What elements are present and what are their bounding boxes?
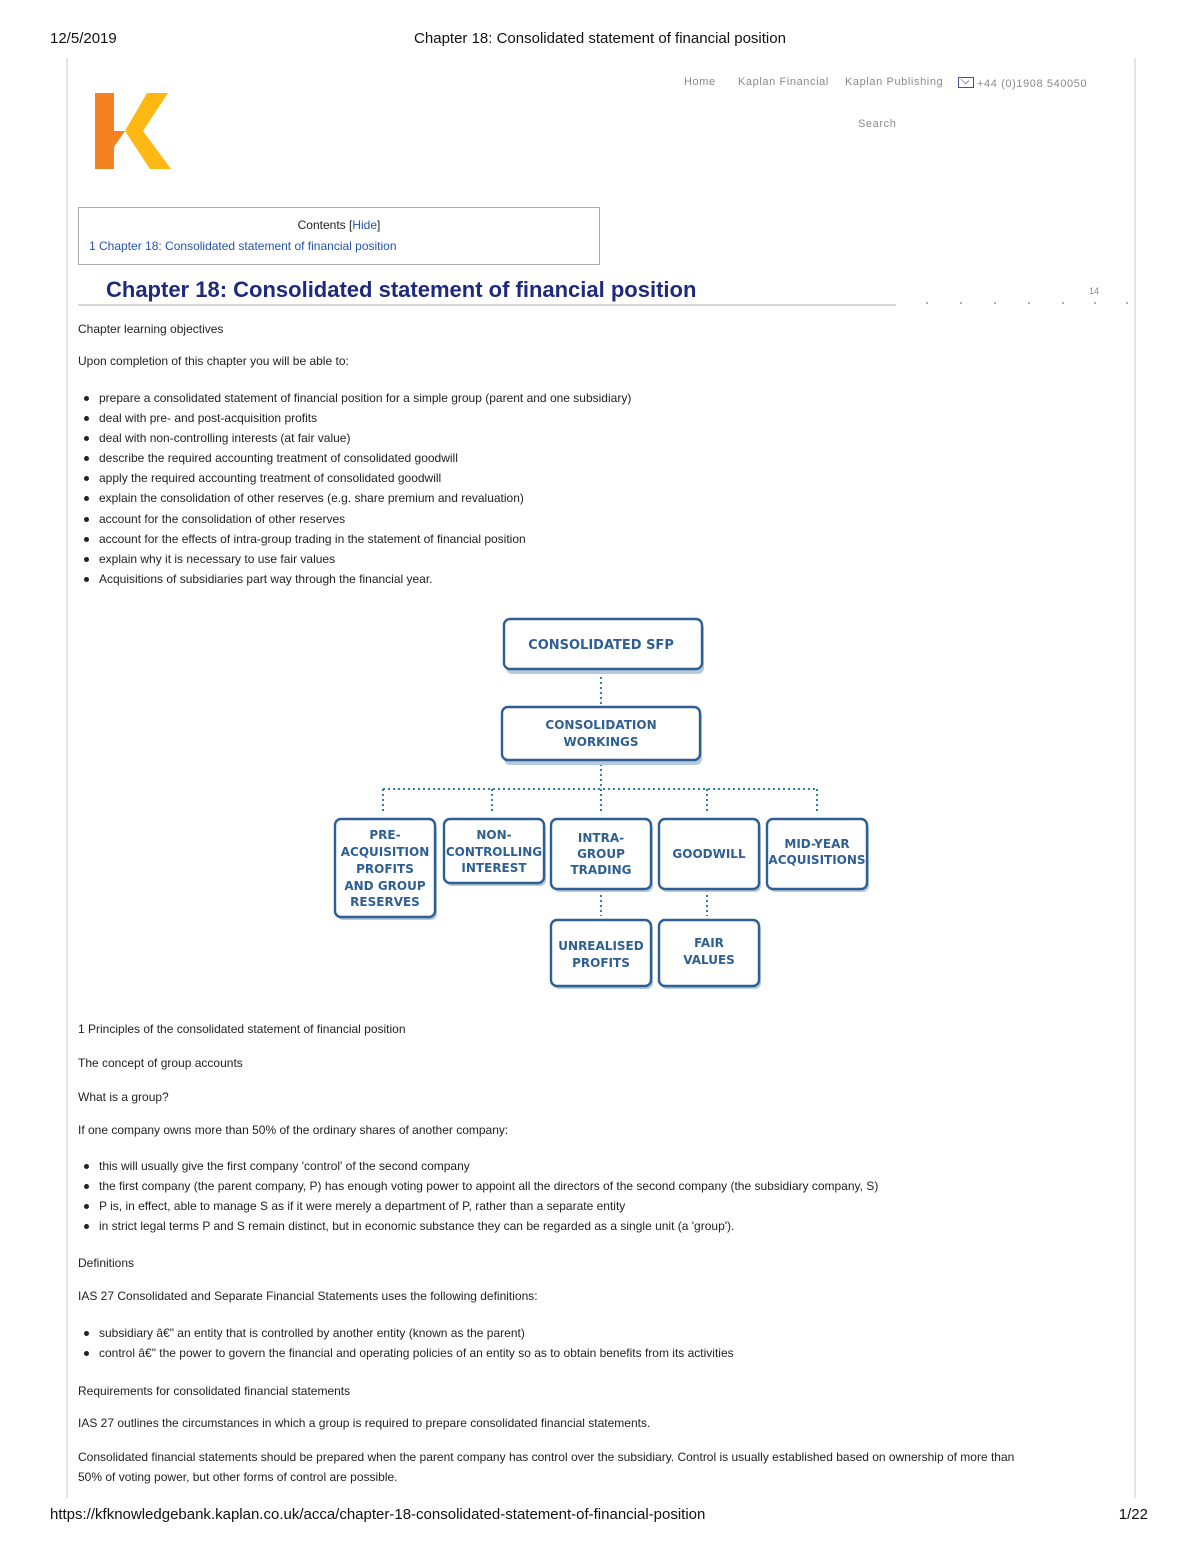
list-item: Acquisitions of subsidiaries part way through the financial year.: [84, 569, 631, 589]
list-item: subsidiary â€" an entity that is controlled by another entity (known as the parent): [84, 1323, 734, 1343]
share-count: 14: [1089, 286, 1100, 296]
nav-phone-number: +44 (0)1908 540050: [977, 78, 1088, 90]
mail-icon: [958, 77, 974, 88]
nav-home[interactable]: Home: [684, 76, 716, 88]
node-non-controlling-interest: [444, 819, 546, 886]
toc-item-chapter-18[interactable]: 1 Chapter 18: Consolidated statement of financial position: [89, 239, 397, 253]
share-dot[interactable]: [1094, 302, 1096, 304]
node-label: PROFITS: [356, 862, 414, 876]
consolidation-diagram: [330, 612, 870, 992]
node-fair-values: [659, 920, 761, 989]
node-label: FAIR: [694, 936, 724, 950]
nav-kaplan-financial[interactable]: Kaplan Financial: [738, 76, 829, 88]
contents-box: [78, 207, 600, 265]
subheading-requirements: Requirements for consolidated financial statements: [78, 1384, 351, 1398]
list-item: in strict legal terms P and S remain distinct, but in economic substance they can be regarded as a single unit (a 'group').: [84, 1216, 878, 1236]
paragraph: 50% of voting power, but other forms of control are possible.: [78, 1470, 398, 1484]
paragraph: IAS 27 outlines the circumstances in which a group is required to prepare consolidated financial statements.: [78, 1416, 651, 1430]
node-label: NON-: [476, 828, 512, 842]
group-list: [84, 1156, 878, 1236]
nav-phone[interactable]: [958, 76, 1087, 90]
share-dots: [924, 302, 1130, 306]
list-item: apply the required accounting treatment of consolidated goodwill: [84, 468, 631, 488]
paragraph: IAS 27 Consolidated and Separate Financial Statements uses the following definitions:: [78, 1289, 538, 1303]
list-item: P is, in effect, able to manage S as if it were merely a department of P, rather than a separate entity: [84, 1196, 878, 1216]
print-title: Chapter 18: Consolidated statement of financial position: [414, 30, 786, 47]
list-item: deal with non-controlling interests (at fair value): [84, 428, 631, 448]
list-item: this will usually give the first company 'control' of the second company: [84, 1156, 878, 1176]
objectives-heading: Chapter learning objectives: [78, 322, 224, 336]
share-dot[interactable]: [1062, 302, 1064, 304]
print-url: https://kfknowledgebank.kaplan.co.uk/acca/chapter-18-consolidated-statement-of-financial-position: [50, 1506, 706, 1523]
node-label: CONSOLIDATION: [545, 718, 657, 732]
node-label: CONSOLIDATED SFP: [528, 638, 674, 653]
node-label: AND GROUP: [344, 879, 426, 893]
node-consolidation-workings: [502, 707, 702, 765]
subheading-definitions: Definitions: [78, 1256, 135, 1270]
node-consolidated-sfp: [504, 619, 704, 674]
nav-kaplan-publishing[interactable]: Kaplan Publishing: [845, 76, 944, 88]
paragraph: If one company owns more than 50% of the ordinary shares of another company:: [78, 1123, 509, 1137]
paragraph: Consolidated financial statements should be prepared when the parent company has control over the subsidiary. Control is usually established based on ownership of more than: [78, 1450, 1015, 1464]
list-item: prepare a consolidated statement of financial position for a simple group (parent and one subsidiary): [84, 388, 631, 408]
node-label: VALUES: [683, 953, 735, 967]
section-heading: 1 Principles of the consolidated statement of financial position: [78, 1022, 406, 1036]
node-label: UNREALISED: [558, 939, 644, 953]
contents-heading: Contents [Hide]: [297, 218, 381, 232]
list-item: describe the required accounting treatment of consolidated goodwill: [84, 448, 631, 468]
list-item: account for the effects of intra-group trading in the statement of financial position: [84, 529, 631, 549]
list-item: deal with pre- and post-acquisition profits: [84, 408, 631, 428]
share-dot[interactable]: [1028, 302, 1030, 304]
node-label: RESERVES: [350, 895, 420, 909]
subheading-what-is-group: What is a group?: [78, 1090, 169, 1104]
search-link[interactable]: Search: [858, 118, 897, 130]
share-dot[interactable]: [926, 302, 928, 304]
node-label: ACQUISITION: [340, 845, 430, 859]
node-intra-group-trading: [551, 819, 653, 892]
node-label: GROUP: [577, 847, 625, 861]
title-divider: [78, 304, 896, 306]
node-label: WORKINGS: [563, 735, 639, 749]
node-goodwill: [659, 819, 761, 892]
node-label: PRE-: [369, 828, 401, 842]
list-item: the first company (the parent company, P) has enough voting power to appoint all the directors of the second company (the subsidiary company, S): [84, 1176, 878, 1196]
page-title: Chapter 18: Consolidated statement of financial position: [106, 277, 697, 302]
node-label: CONTROLLING: [445, 845, 543, 859]
list-item: account for the consolidation of other reserves: [84, 509, 631, 529]
contents-label: Contents: [297, 218, 346, 232]
print-date: 12/5/2019: [50, 30, 117, 47]
node-label: MID-YEAR: [784, 837, 850, 851]
hide-toggle[interactable]: Hide: [352, 218, 378, 232]
list-item: explain why it is necessary to use fair values: [84, 549, 631, 569]
node-unrealised-profits: [551, 920, 653, 989]
node-label: TRADING: [570, 863, 632, 877]
list-item: explain the consolidation of other reserves (e.g. share premium and revaluation): [84, 488, 631, 508]
node-label: INTRA-: [577, 831, 625, 845]
kaplan-logo[interactable]: [95, 93, 175, 171]
objectives-list: [84, 388, 631, 589]
objectives-intro: Upon completion of this chapter you will be able to:: [78, 354, 349, 368]
print-page-number: 1/22: [1118, 1506, 1148, 1523]
share-dot[interactable]: [1126, 302, 1128, 304]
definitions-list: [84, 1323, 734, 1363]
node-pre-acquisition: [335, 819, 437, 920]
node-label: INTEREST: [461, 861, 527, 875]
node-mid-year-acquisitions: [767, 819, 869, 892]
share-dot[interactable]: [960, 302, 962, 304]
list-item: control â€" the power to govern the financial and operating policies of an entity so as to obtain benefits from its activities: [84, 1343, 734, 1363]
share-dot[interactable]: [994, 302, 996, 304]
node-label: PROFITS: [572, 956, 630, 970]
node-label: GOODWILL: [672, 847, 746, 861]
subheading-group-accounts: The concept of group accounts: [78, 1056, 243, 1070]
node-label: ACQUISITIONS: [768, 853, 866, 867]
